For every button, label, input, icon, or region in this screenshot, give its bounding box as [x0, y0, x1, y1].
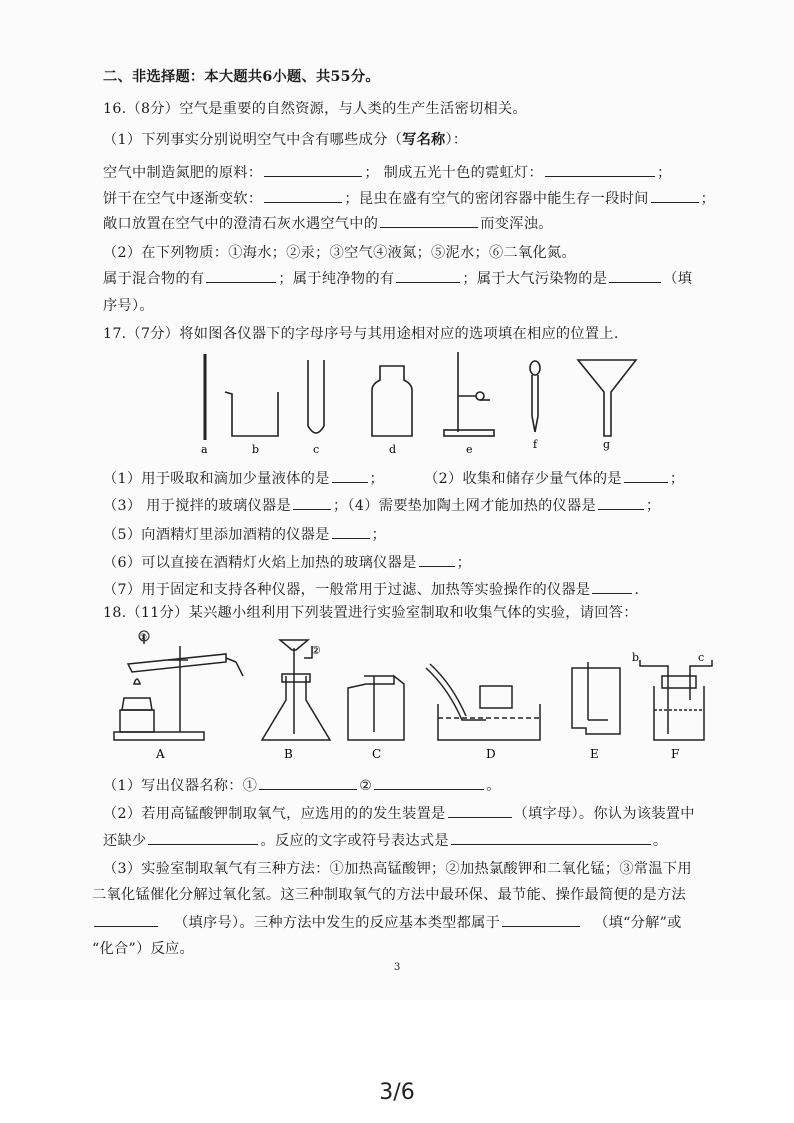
label-f: f [533, 438, 538, 451]
label-c: c [313, 443, 320, 456]
answer-blank[interactable] [592, 592, 632, 594]
answer-blank[interactable] [545, 175, 655, 177]
gas-collecting-bottle [372, 366, 412, 436]
lab-instruments-figure [180, 344, 660, 456]
q17-item6: （6）可以直接在酒精灯火焰上加热的玻璃仪器是 ； [103, 555, 472, 571]
label-B: B [284, 747, 293, 761]
answer-blank[interactable] [264, 201, 342, 203]
label-F: F [671, 747, 680, 761]
q18-part2-tail: 还缺少 。反应的文字或符号表达式是 。 [103, 833, 668, 849]
gas-apparatus-figure [108, 628, 738, 763]
mark-b: b [632, 651, 640, 664]
answer-blank[interactable] [624, 481, 668, 483]
q18-part3-line2: 二氧化锰催化分解过氧化氢。这三种制取氧气的方法中最环保、最节能、操作最简便的是方法 [92, 887, 686, 903]
test-tube [308, 360, 324, 433]
q16-line2: 饼干在空气中逐渐变软： ；昆虫在盛有空气的密闭容器中能生存一段时间 ； [103, 191, 716, 207]
q18-part2: （2）若用高锰酸钾制取氧气，应选用的的发生装置是 （填字母）。你认为该装置中 [103, 806, 695, 822]
iron-stand [444, 352, 494, 436]
answer-blank[interactable] [651, 201, 699, 203]
mark-c: c [698, 651, 705, 664]
q16-part2-tail: 序号）。 [103, 298, 154, 314]
q16-line3: 敞口放置在空气中的澄清石灰水遇空气中的 而变浑浊。 [103, 216, 553, 232]
label-A: A [156, 747, 165, 761]
label-a: a [201, 443, 208, 456]
label-g: g [603, 438, 611, 451]
answer-blank[interactable] [451, 843, 651, 845]
label-e: e [466, 443, 473, 456]
section-header: 二、非选择题：本大题共6小题、共55分。 [103, 69, 380, 85]
answer-blank[interactable] [598, 508, 644, 510]
answer-blank[interactable] [293, 508, 331, 510]
answer-blank[interactable] [374, 788, 484, 790]
dropper [530, 361, 540, 432]
answer-blank[interactable] [259, 788, 357, 790]
answer-blank[interactable] [609, 281, 661, 283]
q16-part2-answers: 属于混合物的有 ；属于纯净物的有 ；属于大气污染物的是 （填 [103, 271, 693, 287]
apparatus-d [426, 664, 540, 740]
answer-blank[interactable] [206, 281, 276, 283]
label-C: C [372, 747, 382, 761]
funnel [578, 360, 636, 436]
q18-part3-line1: （3）实验室制取氧气有三种方法：①加热高锰酸钾；②加热氯酸钾和二氧化锰；③常温下用 [103, 861, 692, 877]
q17-head: 17.（7分）将如图各仪器下的字母序号与其用途相对应的选项填在相应的位置上. [103, 326, 619, 342]
mark-1: ① [139, 633, 148, 643]
q17-item5: （5）向酒精灯里添加酒精的仪器是 ； [103, 527, 387, 543]
label-E: E [590, 747, 599, 761]
answer-blank[interactable] [380, 226, 478, 228]
page-number: 3 [394, 962, 401, 973]
page-indicator: 3/6 [379, 1080, 415, 1105]
answer-blank[interactable] [396, 281, 460, 283]
answer-blank[interactable] [502, 925, 580, 927]
q16-line1: 空气中制造氮肥的原料： ； 制成五光十色的霓虹灯： ； [103, 165, 672, 181]
answer-blank[interactable] [332, 481, 368, 483]
label-d: d [389, 443, 397, 456]
answer-blank[interactable] [448, 816, 512, 818]
answer-blank[interactable] [264, 175, 362, 177]
apparatus-c [348, 676, 404, 740]
label-b: b [252, 443, 260, 456]
q17-item1-2: （1）用于吸取和滴加少量液体的是 ； （2）收集和储存少量气体的是 ； [103, 471, 685, 487]
q18-part1: （1）写出仪器名称：① ② 。 [103, 778, 501, 794]
q18-part3-line4: “化合”）反应。 [92, 941, 195, 957]
beaker [225, 392, 278, 436]
answer-blank[interactable] [419, 565, 455, 567]
q16-part1-intro: （1）下列事实分别说明空气中含有哪些成分（写名称）： [103, 132, 468, 148]
apparatus-f [640, 660, 712, 740]
q16-part2: （2）在下列物质：①海水；②汞；③空气④液氮；⑤泥水；⑥二氧化氮。 [103, 245, 576, 261]
q17-item3-4: （3） 用于搅拌的玻璃仪器是 ；（4）需要垫加陶土网才能加热的仪器是 ； [103, 498, 661, 514]
apparatus-a [114, 634, 243, 740]
answer-blank[interactable] [148, 843, 258, 845]
q18-part3-line3: （填序号）。三种方法中发生的反应基本类型都属于 （填“分解”或 [92, 912, 682, 932]
q16-head: 16.（8分）空气是重要的自然资源，与人类的生产生活密切相关。 [103, 101, 527, 117]
apparatus-e [572, 662, 620, 734]
label-D: D [486, 747, 496, 761]
mark-2: ② [311, 644, 321, 657]
answer-blank[interactable] [332, 537, 370, 539]
answer-blank[interactable] [94, 925, 158, 927]
q18-head: 18.（11分）某兴趣小组利用下列装置进行实验室制取和收集气体的实验，请回答： [103, 605, 638, 621]
q17-item7: （7）用于固定和支持各种仪器，一般常用于过滤、加热等实验操作的仪器是 . [103, 582, 640, 598]
